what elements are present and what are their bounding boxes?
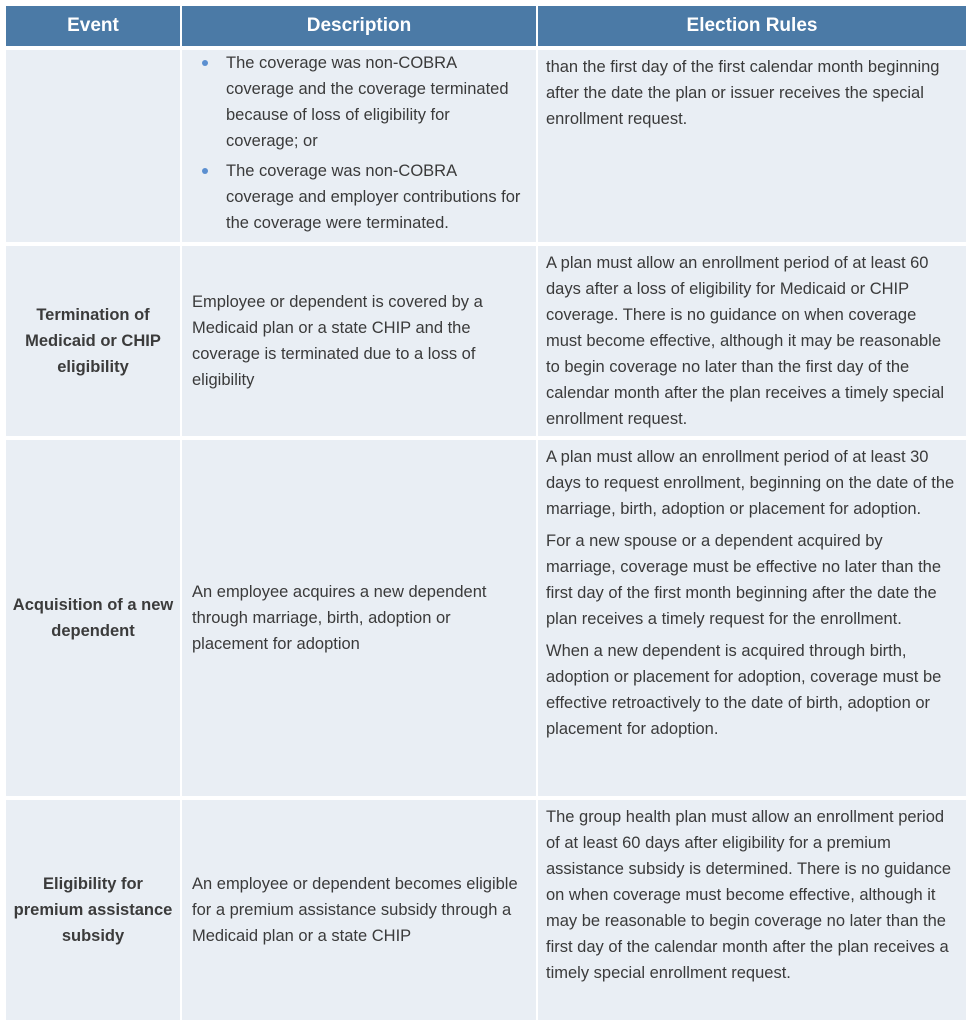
description-cell: An employee acquires a new dependent through marriage, birth, adoption or placement for adoption	[182, 440, 536, 796]
table-row	[6, 800, 964, 1020]
election-rules-cell	[538, 440, 966, 796]
event-cell: Acquisition of a new dependent	[6, 440, 180, 796]
election-rules-cell	[538, 50, 966, 242]
header-description: Description	[182, 6, 536, 46]
rule-paragraph: A plan must allow an enrollment period of at least 60 days after a loss of eligibility for Medicaid or CHIP coverage. There is no guidance on when coverage must become effective, although it may be reasonable to begin coverage no later than the first day of the calendar month after the plan receives a timely special enrollment request.	[546, 254, 945, 428]
election-rules-cell	[538, 800, 966, 1020]
event-cell	[6, 50, 180, 242]
rule-paragraph: The group health plan must allow an enrollment period of at least 60 days after eligibility for a premium assistance subsidy is determined. There is no guidance on when coverage must become effective, although it may be reasonable to begin coverage no later than the first day of the calendar month after the plan receives a timely special enrollment request.	[546, 808, 952, 982]
description-cell	[182, 50, 536, 242]
description-cell: Employee or dependent is covered by a Medicaid plan or a state CHIP and the coverage is terminated due to a loss of eligibility	[182, 246, 536, 436]
list-item: The coverage was non-COBRA coverage and the coverage terminated because of loss of eligibility for coverage; or	[192, 50, 526, 154]
table-row	[6, 440, 964, 796]
table-row	[6, 50, 964, 242]
table-row	[6, 246, 964, 436]
header-election-rules: Election Rules	[538, 6, 966, 46]
header-event: Event	[6, 6, 180, 46]
special-enrollment-table	[6, 6, 964, 1020]
description-bullet-list	[192, 50, 526, 236]
event-cell: Eligibility for premium assistance subsidy	[6, 800, 180, 1020]
election-rules-cell	[538, 246, 966, 436]
rule-paragraph: When a new dependent is acquired through birth, adoption or placement for adoption, coverage must be effective retroactively to the date of birth, adoption or placement for adoption.	[546, 642, 942, 738]
description-cell: An employee or dependent becomes eligible for a premium assistance subsidy through a Medicaid plan or a state CHIP	[182, 800, 536, 1020]
rule-paragraph: than the first day of the first calendar month beginning after the date the plan or issuer receives the special enrollment request.	[546, 58, 940, 128]
table-header	[6, 6, 964, 46]
rule-paragraph: A plan must allow an enrollment period of at least 30 days to request enrollment, beginning on the date of the marriage, birth, adoption or placement for adoption.	[546, 448, 955, 518]
rule-paragraph: For a new spouse or a dependent acquired by marriage, coverage must be effective no later than the first day of the first month beginning after the date the plan receives a timely request for the enrollment.	[546, 532, 942, 628]
event-cell: Termination of Medicaid or CHIP eligibility	[6, 246, 180, 436]
list-item: The coverage was non-COBRA coverage and employer contributions for the coverage were terminated.	[192, 158, 526, 236]
